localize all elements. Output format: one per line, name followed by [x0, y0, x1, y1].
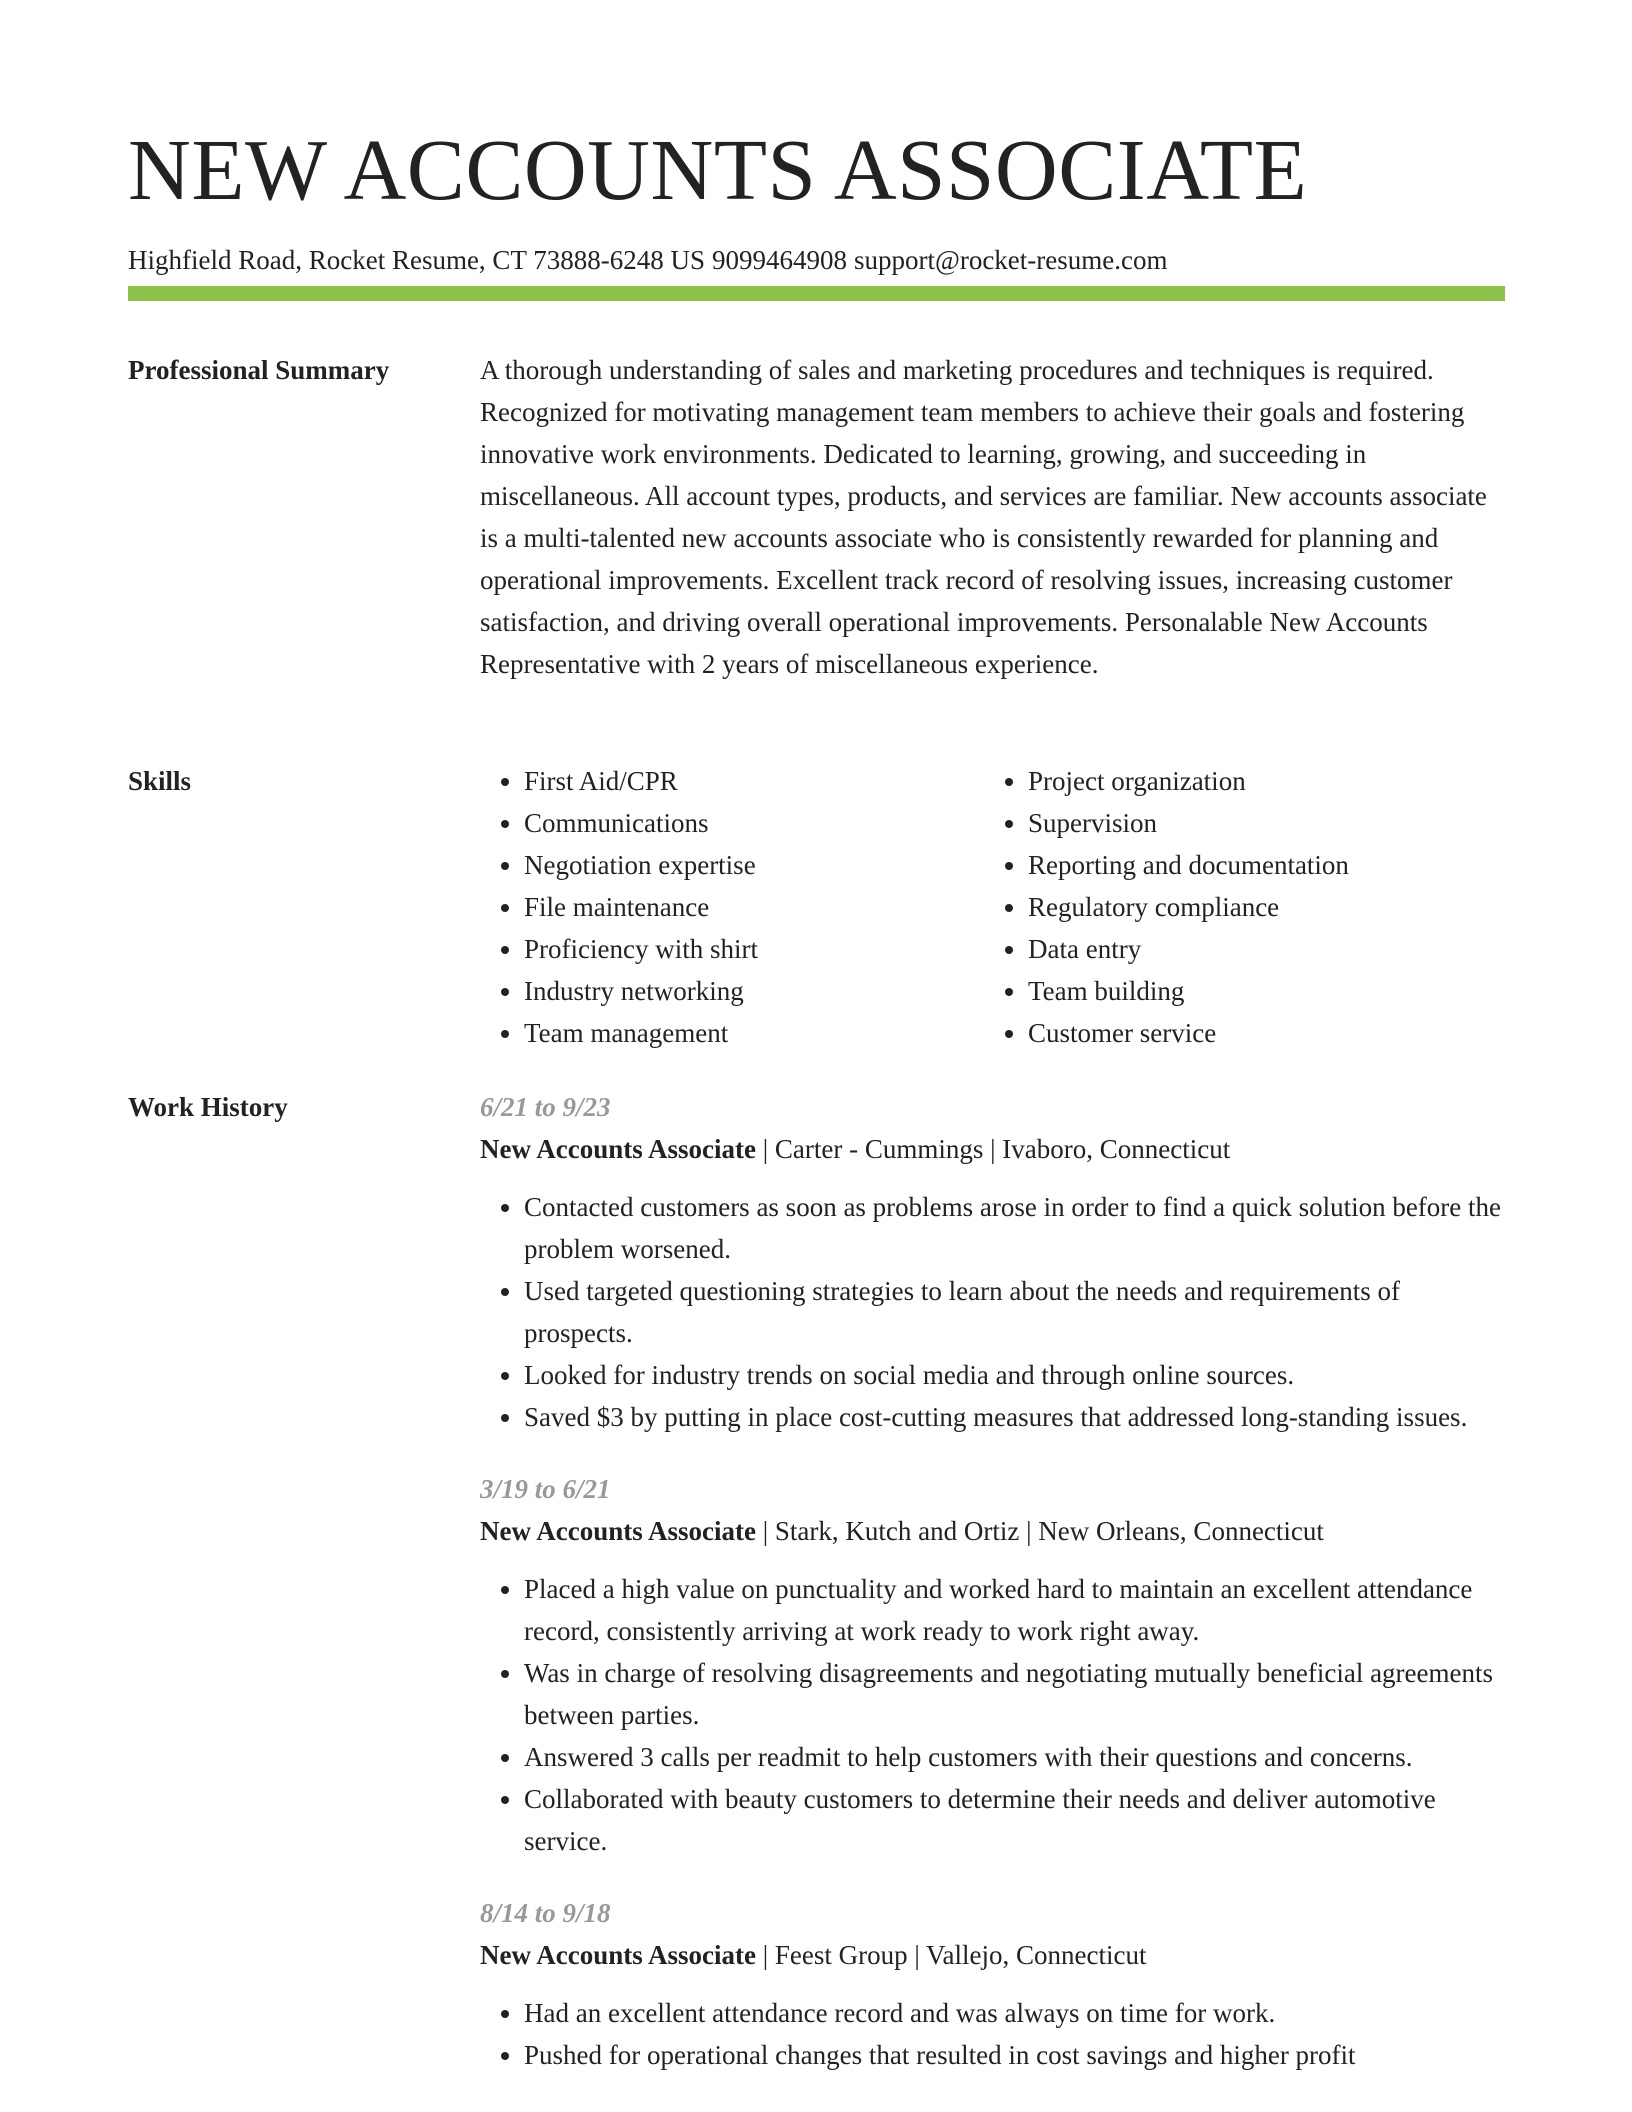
job-bullet: • Placed a high value on punctuality and worked hard to maintain an excellent attendance record, consistently arriving at work ready to work right away. — [524, 1568, 1505, 1652]
skill-item: • Team management — [524, 1012, 984, 1054]
summary-title: Professional Summary — [128, 355, 390, 385]
job-bullet: • Collaborated with beauty customers to determine their needs and deliver automotive service. — [524, 1778, 1505, 1862]
job-title: New Accounts Associate — [480, 1516, 756, 1546]
skill-item: • Supervision — [1028, 802, 1488, 844]
job-dates: 3/19 to 6/21 — [480, 1474, 611, 1504]
skill-item: • Reporting and documentation — [1028, 844, 1488, 886]
skills-grid — [480, 760, 1505, 1054]
job-bullet: • Answered 3 calls per readmit to help customers with their questions and concerns. — [524, 1736, 1505, 1778]
skill-item: • Project organization — [1028, 760, 1488, 802]
job-bullets — [480, 1186, 1505, 1438]
resume-header — [128, 118, 1505, 278]
skill-item: • Team building — [1028, 970, 1488, 1012]
job-title: New Accounts Associate — [480, 1940, 756, 1970]
job-bullet: • Looked for industry trends on social media and through online sources. — [524, 1354, 1505, 1396]
job-bullet: • Was in charge of resolving disagreements and negotiating mutually beneficial agreements between parties. — [524, 1652, 1505, 1736]
contact-email: support@rocket-resume.com — [853, 245, 1168, 275]
job-entry — [480, 1468, 1505, 1862]
summary-text: A thorough understanding of sales and marketing procedures and techniques is required. Recognized for motivating management team members to achieve their goals and fostering innovative work environments. Dedicated to learning, growing, and succeeding in miscellaneous. All account types, products, and services are familiar. New accounts associate is a multi-talented new accounts associate who is consistently rewarded for planning and operational improvements. Excellent track record of resolving issues, increasing customer satisfaction, and driving overall operational improvements. Personalable New Accounts Representative with 2 years of miscellaneous experience. — [480, 355, 1487, 679]
contact-phone: 9099464908 — [711, 245, 847, 275]
skills-body — [480, 760, 1505, 1054]
job-heading — [480, 1128, 1505, 1170]
skills-right-list — [984, 760, 1488, 1054]
work-history-title: Work History — [128, 1092, 288, 1122]
job-company-location: | Stark, Kutch and Ortiz | New Orleans, Connecticut — [755, 1516, 1324, 1546]
job-bullet: • Saved $3 by putting in place cost-cutting measures that addressed long-standing issues. — [524, 1396, 1505, 1438]
job-heading — [480, 1934, 1505, 1976]
job-title: New Accounts Associate — [480, 1134, 756, 1164]
job-company-location: | Feest Group | Vallejo, Connecticut — [755, 1940, 1147, 1970]
skills-title: Skills — [128, 766, 192, 796]
job-company-location: | Carter - Cummings | Ivaboro, Connecticut — [755, 1134, 1231, 1164]
work-history-section — [128, 1086, 1505, 2106]
resume-name: NEW ACCOUNTS ASSOCIATE — [128, 121, 1308, 218]
skill-item: • Communications — [524, 802, 984, 844]
skill-item: • Regulatory compliance — [1028, 886, 1488, 928]
job-entry — [480, 1086, 1505, 1438]
skill-item: • First Aid/CPR — [524, 760, 984, 802]
job-bullet: • Contacted customers as soon as problems arose in order to find a quick solution before the problem worsened. — [524, 1186, 1505, 1270]
job-dates: 6/21 to 9/23 — [480, 1092, 611, 1122]
job-bullet: • Had an excellent attendance record and was always on time for work. — [524, 1992, 1505, 2034]
job-bullets — [480, 1992, 1505, 2076]
job-bullet: • Used targeted questioning strategies to learn about the needs and requirements of prospects. — [524, 1270, 1505, 1354]
skill-item: • File maintenance — [524, 886, 984, 928]
job-dates: 8/14 to 9/18 — [480, 1898, 611, 1928]
skills-left-list — [480, 760, 984, 1054]
skill-item: • Customer service — [1028, 1012, 1488, 1054]
job-entry — [480, 1892, 1505, 2076]
skills-section — [128, 760, 1505, 1054]
skill-item: • Data entry — [1028, 928, 1488, 970]
summary-section — [128, 349, 1505, 685]
work-history-body — [480, 1086, 1505, 2106]
contact-address: Highfield Road, Rocket Resume, CT 73888-6248 US — [128, 245, 705, 275]
summary-body — [480, 349, 1505, 685]
job-heading — [480, 1510, 1505, 1552]
skill-item: • Negotiation expertise — [524, 844, 984, 886]
skill-item: • Proficiency with shirt — [524, 928, 984, 970]
contact-line — [128, 242, 1505, 278]
job-bullet: • Pushed for operational changes that resulted in cost savings and higher profit — [524, 2034, 1505, 2076]
skill-item: • Industry networking — [524, 970, 984, 1012]
job-bullets — [480, 1568, 1505, 1862]
header-divider — [128, 286, 1505, 301]
